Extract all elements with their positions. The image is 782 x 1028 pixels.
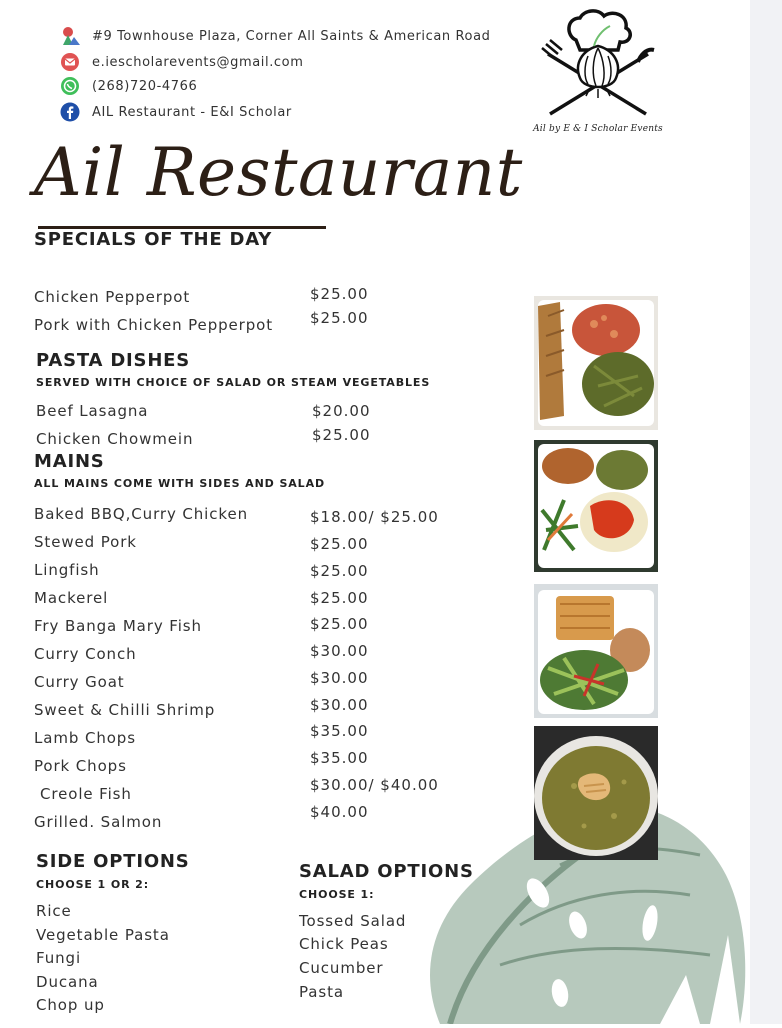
menu-item-name: Sweet & Chilli Shrimp: [34, 701, 216, 719]
menu-item-price: $40.00: [310, 803, 369, 821]
salad-options-heading: SALAD OPTIONS: [299, 861, 474, 882]
phone-text: (268)720-4766: [92, 78, 198, 94]
menu-item-name: Mackerel: [34, 589, 109, 607]
menu-item-name: Lamb Chops: [34, 729, 136, 747]
side-option-item: Vegetable Pasta: [36, 926, 170, 944]
menu-item-price: $30.00/ $40.00: [310, 776, 439, 794]
chef-garlic-logo-icon: [528, 6, 668, 124]
email-text: e.iescholarevents@gmail.com: [92, 54, 304, 70]
menu-item-price: $25.00: [310, 615, 369, 633]
mains-subheading: ALL MAINS COME WITH SIDES AND SALAD: [34, 477, 326, 490]
menu-item-name: Pork with Chicken Pepperpot: [34, 316, 274, 334]
side-option-item: Ducana: [36, 973, 99, 991]
food-photo-3: [534, 584, 658, 718]
menu-item-name: Stewed Pork: [34, 533, 137, 551]
menu-item-price: $20.00: [312, 402, 371, 420]
right-margin-bar: [750, 0, 782, 1024]
menu-item-name: Curry Conch: [34, 645, 137, 663]
menu-item-price: $35.00: [310, 722, 369, 740]
food-photo-2: [534, 440, 658, 572]
menu-item-name: Creole Fish: [40, 785, 132, 803]
pasta-subheading: SERVED WITH CHOICE OF SALAD OR STEAM VEGETABLES: [36, 376, 431, 389]
food-photo-4: [534, 726, 658, 860]
side-option-item: Rice: [36, 902, 72, 920]
menu-item-name: Baked BBQ,Curry Chicken: [34, 505, 248, 523]
side-options-heading: SIDE OPTIONS: [36, 851, 190, 872]
menu-item-price: $30.00: [310, 642, 369, 660]
menu-item-price: $25.00: [310, 562, 369, 580]
map-pin-icon: [60, 26, 80, 46]
menu-item-name: Lingfish: [34, 561, 100, 579]
address-text: #9 Townhouse Plaza, Corner All Saints & American Road: [92, 28, 491, 44]
salad-option-item: Chick Peas: [299, 935, 389, 953]
menu-item-price: $30.00: [310, 696, 369, 714]
whatsapp-icon: [60, 76, 80, 96]
menu-item-name: Pork Chops: [34, 757, 127, 775]
food-photo-1: [534, 296, 658, 430]
specials-heading: SPECIALS OF THE DAY: [34, 229, 273, 250]
salad-option-item: Cucumber: [299, 959, 384, 977]
mains-heading: MAINS: [34, 451, 105, 472]
restaurant-title: Ail Restaurant: [34, 134, 523, 211]
menu-item-name: Grilled. Salmon: [34, 813, 163, 831]
menu-item-price: $18.00/ $25.00: [310, 508, 439, 526]
logo-caption: Ail by E & I Scholar Events: [533, 124, 663, 134]
salad-option-item: Tossed Salad: [299, 912, 407, 930]
facebook-text: AIL Restaurant - E&I Scholar: [92, 104, 292, 120]
pasta-heading: PASTA DISHES: [36, 350, 191, 371]
menu-item-price: $25.00: [310, 589, 369, 607]
side-option-item: Chop up: [36, 996, 105, 1014]
menu-item-name: Chicken Pepperpot: [34, 288, 191, 306]
menu-item-price: $25.00: [310, 535, 369, 553]
side-option-item: Fungi: [36, 949, 82, 967]
contact-address: [60, 26, 491, 46]
salad-options-subheading: CHOOSE 1:: [299, 888, 375, 901]
menu-item-name: Curry Goat: [34, 673, 125, 691]
menu-item-price: $25.00: [310, 309, 369, 327]
contact-facebook[interactable]: [60, 102, 292, 122]
menu-item-price: $35.00: [310, 749, 369, 767]
facebook-icon: [60, 102, 80, 122]
restaurant-logo: [528, 6, 668, 142]
menu-item-name: Chicken Chowmein: [36, 430, 194, 448]
salad-option-item: Pasta: [299, 983, 344, 1001]
menu-item-price: $25.00: [310, 285, 369, 303]
menu-item-name: Fry Banga Mary Fish: [34, 617, 202, 635]
contact-phone[interactable]: [60, 76, 197, 96]
side-options-subheading: CHOOSE 1 OR 2:: [36, 878, 150, 891]
menu-item-price: $30.00: [310, 669, 369, 687]
contact-email[interactable]: [60, 52, 304, 72]
email-icon: [60, 52, 80, 72]
menu-item-name: Beef Lasagna: [36, 402, 149, 420]
menu-item-price: $25.00: [312, 426, 371, 444]
